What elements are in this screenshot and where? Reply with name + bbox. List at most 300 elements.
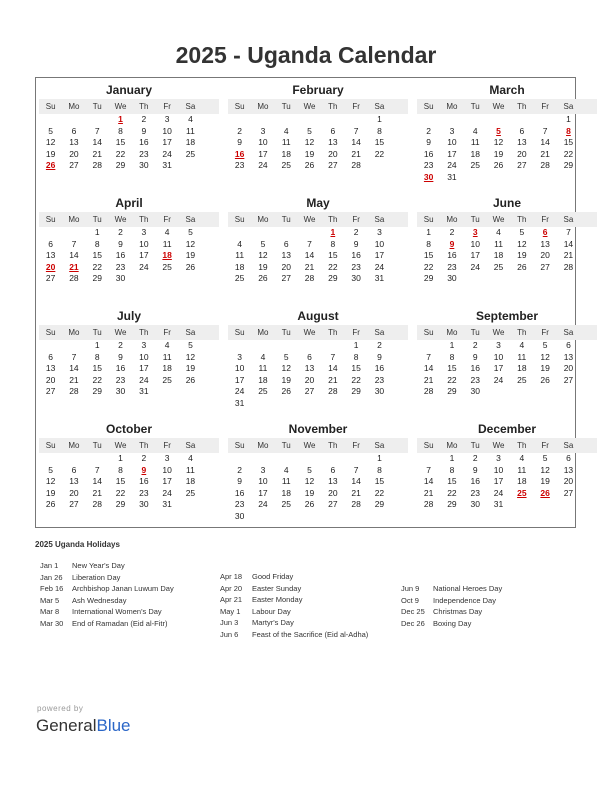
- holiday-day-cell: 1: [118, 114, 123, 124]
- month-name: March: [489, 83, 525, 97]
- day-cell: [557, 499, 580, 511]
- holiday-date: Jan 1: [40, 561, 59, 570]
- weekday-label: Mo: [257, 215, 269, 224]
- holiday-day-cell: 6: [542, 227, 548, 237]
- day-cell: [344, 511, 367, 523]
- day-cell: 24: [162, 487, 172, 498]
- day-cell: 15: [92, 363, 102, 374]
- holiday-item: [35, 595, 215, 607]
- week-row: [39, 465, 219, 477]
- week-row: [417, 227, 597, 239]
- week-row: [417, 250, 597, 262]
- day-cell: 20: [563, 476, 574, 487]
- holiday-day-cell: 20: [45, 261, 56, 272]
- day-cell: 9: [141, 125, 147, 136]
- day-cell: 19: [45, 487, 56, 498]
- generalblue-logo[interactable]: [36, 716, 131, 736]
- day-cell: 2: [237, 125, 243, 136]
- holiday-item: [35, 583, 215, 595]
- week-row: [417, 160, 597, 172]
- weekday-label: Fr: [352, 102, 360, 111]
- holiday-date: Jun 6: [220, 629, 239, 639]
- day-cell: 4: [164, 227, 170, 237]
- week-row: [417, 126, 597, 138]
- day-cell: 12: [281, 363, 291, 374]
- day-cell: 28: [540, 160, 550, 171]
- holiday-item: [396, 583, 576, 595]
- holiday-date: Feb 16: [40, 584, 64, 594]
- day-cell: 10: [139, 238, 149, 249]
- powered-by-text: powered by: [37, 704, 84, 713]
- day-cell: 3: [377, 227, 382, 237]
- day-cell: 5: [542, 453, 548, 463]
- day-cell: 23: [351, 261, 361, 272]
- day-cell: 13: [517, 137, 527, 148]
- day-cell: 27: [563, 374, 574, 385]
- day-cell: [275, 114, 298, 126]
- day-cell: 31: [447, 171, 457, 182]
- day-cell: 6: [330, 464, 336, 475]
- day-cell: 22: [374, 148, 385, 159]
- holiday-date: Apr 18: [220, 572, 243, 581]
- day-cell: 19: [258, 261, 268, 272]
- day-cell: 5: [188, 340, 193, 350]
- week-row: [228, 239, 408, 251]
- day-cell: 16: [470, 363, 480, 374]
- weekday-header: [417, 325, 597, 340]
- day-cell: 25: [258, 386, 268, 397]
- day-cell: 12: [540, 464, 550, 475]
- day-cell: 25: [281, 160, 291, 171]
- day-cell: 17: [234, 374, 245, 385]
- weekday-label: Fr: [163, 441, 171, 450]
- day-cell: [179, 499, 202, 511]
- day-cell: 31: [234, 397, 245, 408]
- day-cell: 26: [185, 261, 196, 272]
- day-cell: 7: [426, 351, 432, 362]
- day-cell: 11: [235, 250, 245, 261]
- holiday-day-cell: 18: [162, 250, 172, 261]
- day-cell: 11: [162, 351, 172, 362]
- holiday-name: Ash Wednesday: [72, 595, 127, 605]
- day-cell: 1: [94, 340, 100, 350]
- month-june: [417, 197, 597, 285]
- day-cell: 19: [185, 250, 196, 261]
- holiday-item: [215, 594, 395, 606]
- week-row: [228, 511, 408, 523]
- day-cell: 26: [493, 160, 504, 171]
- day-cell: 13: [540, 238, 550, 249]
- day-cell: 16: [139, 476, 149, 487]
- weekday-label: Tu: [470, 215, 480, 224]
- day-cell: 24: [493, 487, 504, 498]
- day-cell: 4: [260, 351, 266, 362]
- weekday-label: Fr: [163, 215, 171, 224]
- holiday-name: Martyr's Day: [252, 618, 294, 628]
- day-cell: 19: [45, 148, 56, 159]
- day-cell: 3: [496, 453, 501, 463]
- day-cell: [417, 453, 440, 465]
- holiday-item: [35, 572, 215, 584]
- day-cell: 21: [92, 148, 102, 159]
- holiday-name: Boxing Day: [433, 618, 472, 628]
- weekday-header: [39, 438, 219, 453]
- weekday-label: We: [492, 441, 505, 450]
- day-cell: [510, 172, 533, 184]
- day-cell: 25: [162, 261, 172, 272]
- week-row: [228, 137, 408, 149]
- day-cell: 12: [540, 351, 550, 362]
- day-cell: 3: [237, 351, 243, 362]
- day-cell: 3: [141, 340, 147, 350]
- day-cell: 28: [92, 160, 102, 171]
- weekday-header: [39, 99, 219, 114]
- day-cell: 25: [517, 374, 527, 385]
- holiday-day-cell: 3: [472, 227, 478, 237]
- day-cell: 19: [540, 363, 550, 374]
- weekday-label: Mo: [446, 441, 458, 450]
- day-cell: 14: [304, 250, 315, 261]
- day-cell: 1: [426, 227, 432, 237]
- day-cell: 20: [69, 148, 79, 159]
- week-row: [39, 363, 219, 375]
- day-cell: 2: [118, 227, 123, 237]
- day-cell: [39, 227, 62, 239]
- weekday-label: We: [303, 102, 316, 111]
- day-cell: [321, 114, 344, 126]
- weekday-label: We: [303, 328, 316, 337]
- day-cell: 21: [351, 148, 361, 159]
- day-cell: 24: [447, 160, 457, 171]
- day-cell: 29: [447, 386, 457, 397]
- day-cell: [321, 453, 344, 465]
- month-december: [417, 423, 597, 511]
- day-cell: [510, 114, 533, 126]
- day-cell: 6: [566, 453, 571, 463]
- holiday-column: [396, 583, 576, 629]
- day-cell: 28: [563, 261, 574, 272]
- day-cell: 10: [234, 363, 245, 374]
- weekday-header: [228, 438, 408, 453]
- day-cell: 17: [447, 148, 457, 159]
- holiday-name: Good Friday: [252, 572, 294, 581]
- day-cell: 17: [139, 363, 149, 374]
- weekday-header: [228, 99, 408, 114]
- weekday-label: Tu: [92, 102, 102, 111]
- week-row: [417, 386, 597, 398]
- day-cell: 30: [470, 386, 480, 397]
- day-cell: 14: [69, 363, 79, 374]
- week-row: [39, 227, 219, 239]
- week-row: [39, 239, 219, 251]
- day-cell: 5: [307, 125, 312, 136]
- weekday-label: Mo: [257, 328, 269, 337]
- week-row: [417, 273, 597, 285]
- weekday-label: Tu: [281, 102, 291, 111]
- day-cell: 17: [470, 250, 480, 261]
- day-cell: 3: [496, 340, 501, 350]
- day-cell: 14: [423, 476, 434, 487]
- day-cell: 4: [519, 340, 525, 350]
- day-cell: 15: [92, 250, 102, 261]
- day-cell: 12: [45, 137, 56, 148]
- day-cell: 10: [162, 464, 172, 475]
- day-cell: 1: [118, 453, 123, 463]
- day-cell: 29: [563, 160, 574, 171]
- day-cell: 28: [69, 273, 79, 284]
- day-cell: [298, 453, 321, 465]
- week-row: [228, 488, 408, 500]
- day-cell: [228, 227, 251, 239]
- day-cell: 22: [328, 261, 338, 272]
- day-cell: 20: [69, 487, 79, 498]
- day-cell: 1: [449, 340, 455, 350]
- weekday-label: Mo: [257, 102, 269, 111]
- weekday-header: [417, 212, 597, 227]
- day-cell: 25: [162, 374, 172, 385]
- day-cell: 18: [162, 363, 172, 374]
- holiday-item: [396, 595, 576, 607]
- week-row: [39, 273, 219, 285]
- day-cell: 21: [304, 261, 315, 272]
- holiday-day-cell: 21: [69, 261, 79, 272]
- day-cell: 4: [164, 340, 170, 350]
- day-cell: 18: [281, 148, 291, 159]
- day-cell: 28: [328, 386, 338, 397]
- day-cell: 16: [447, 250, 457, 261]
- day-cell: 22: [447, 487, 457, 498]
- day-cell: [251, 340, 274, 352]
- day-cell: 8: [449, 351, 455, 362]
- day-cell: [86, 453, 109, 465]
- day-cell: [275, 340, 298, 352]
- holiday-date: Mar 30: [40, 618, 64, 628]
- day-cell: 27: [540, 261, 550, 272]
- month-name: June: [492, 196, 521, 210]
- day-cell: 15: [447, 476, 457, 487]
- day-cell: 6: [307, 351, 312, 362]
- day-cell: [179, 386, 202, 398]
- week-row: [417, 363, 597, 375]
- day-cell: 25: [185, 148, 196, 159]
- holiday-day-cell: 1: [330, 227, 336, 237]
- week-row: [39, 160, 219, 172]
- day-cell: 27: [45, 273, 56, 284]
- day-cell: 7: [353, 125, 359, 136]
- week-row: [417, 375, 597, 387]
- holiday-date: Jun 3: [220, 618, 239, 628]
- week-row: [417, 114, 597, 126]
- week-row: [228, 453, 408, 465]
- holiday-day-cell: 30: [423, 171, 434, 182]
- weekday-label: Tu: [92, 215, 102, 224]
- week-row: [417, 488, 597, 500]
- day-cell: [39, 453, 62, 465]
- weekday-label: We: [114, 441, 127, 450]
- week-row: [39, 499, 219, 511]
- day-cell: [251, 227, 274, 239]
- day-cell: [368, 398, 391, 410]
- day-cell: 14: [351, 476, 361, 487]
- day-cell: 3: [449, 125, 455, 136]
- day-cell: 6: [71, 125, 77, 136]
- weekday-label: Su: [45, 441, 56, 450]
- weekday-label: Tu: [92, 328, 102, 337]
- weekday-label: Fr: [352, 441, 360, 450]
- day-cell: 19: [540, 476, 550, 487]
- day-cell: 17: [162, 137, 172, 148]
- week-row: [228, 149, 408, 161]
- day-cell: 29: [115, 499, 126, 510]
- day-cell: [86, 114, 109, 126]
- day-cell: [275, 398, 298, 410]
- weekday-label: Fr: [352, 328, 360, 337]
- weekday-label: Fr: [352, 215, 360, 224]
- day-cell: 29: [351, 386, 361, 397]
- month-name: July: [116, 309, 141, 323]
- day-cell: 2: [141, 114, 147, 124]
- week-row: [228, 273, 408, 285]
- day-cell: 7: [94, 125, 100, 136]
- week-row: [228, 262, 408, 274]
- weekday-label: Su: [423, 102, 434, 111]
- week-row: [228, 386, 408, 398]
- holiday-date: Jan 26: [40, 572, 63, 582]
- day-cell: 12: [304, 137, 315, 148]
- week-row: [417, 172, 597, 184]
- holiday-item: [396, 606, 576, 618]
- day-cell: 7: [71, 238, 77, 249]
- week-row: [39, 149, 219, 161]
- day-cell: 26: [304, 499, 315, 510]
- day-cell: 28: [92, 499, 102, 510]
- day-cell: [251, 398, 274, 410]
- week-row: [39, 488, 219, 500]
- day-cell: 12: [258, 250, 268, 261]
- weekday-label: We: [114, 102, 127, 111]
- day-cell: 10: [447, 137, 457, 148]
- day-cell: 8: [94, 351, 100, 362]
- weekday-label: Tu: [470, 102, 480, 111]
- day-cell: 4: [188, 453, 193, 463]
- day-cell: [417, 340, 440, 352]
- day-cell: [155, 386, 178, 398]
- day-cell: 23: [447, 261, 457, 272]
- day-cell: [298, 227, 321, 239]
- day-cell: 2: [118, 340, 123, 350]
- day-cell: 10: [493, 464, 504, 475]
- day-cell: 22: [447, 374, 457, 385]
- month-august: [228, 310, 408, 410]
- day-cell: 11: [281, 137, 291, 148]
- day-cell: 26: [45, 499, 56, 510]
- day-cell: 20: [328, 487, 338, 498]
- day-cell: 10: [139, 351, 149, 362]
- day-cell: 25: [234, 273, 245, 284]
- weekday-label: Mo: [68, 215, 80, 224]
- day-cell: 27: [69, 499, 79, 510]
- week-row: [228, 114, 408, 126]
- month-september: [417, 310, 597, 398]
- weekday-label: Th: [328, 328, 338, 337]
- day-cell: 7: [307, 238, 312, 249]
- day-cell: 16: [374, 363, 385, 374]
- day-cell: 3: [260, 125, 266, 136]
- day-cell: 14: [92, 476, 102, 487]
- weekday-header: [39, 212, 219, 227]
- holiday-item: [35, 560, 215, 572]
- day-cell: 7: [71, 351, 77, 362]
- day-cell: 24: [470, 261, 480, 272]
- day-cell: 13: [45, 250, 56, 261]
- day-cell: 7: [353, 464, 359, 475]
- day-cell: 11: [162, 238, 172, 249]
- weekday-label: Sa: [374, 328, 385, 337]
- day-cell: 27: [328, 160, 338, 171]
- day-cell: 18: [185, 476, 196, 487]
- day-cell: 20: [45, 374, 56, 385]
- day-cell: [510, 273, 533, 285]
- day-cell: 31: [162, 160, 172, 171]
- day-cell: 1: [566, 114, 571, 124]
- day-cell: 10: [162, 125, 172, 136]
- day-cell: [275, 227, 298, 239]
- day-cell: 9: [472, 351, 478, 362]
- day-cell: 21: [563, 250, 574, 261]
- holiday-date: Mar 8: [40, 607, 60, 617]
- day-cell: 2: [426, 125, 432, 136]
- holiday-item: [396, 618, 576, 630]
- weekday-header: [228, 325, 408, 340]
- weekday-label: Su: [45, 102, 56, 111]
- weekday-label: Th: [517, 328, 527, 337]
- day-cell: 16: [139, 137, 149, 148]
- week-row: [228, 227, 408, 239]
- day-cell: 27: [304, 386, 315, 397]
- day-cell: 1: [94, 227, 100, 237]
- weekday-label: We: [303, 215, 316, 224]
- week-row: [417, 149, 597, 161]
- day-cell: 4: [188, 114, 193, 124]
- day-cell: [132, 273, 155, 285]
- holiday-name: Independence Day: [433, 595, 496, 605]
- weekday-label: Mo: [68, 441, 80, 450]
- holiday-name: Feast of the Sacrifice (Eid al-Adha): [252, 629, 369, 639]
- day-cell: 10: [258, 137, 268, 148]
- day-cell: 9: [377, 351, 382, 362]
- day-cell: [155, 273, 178, 285]
- day-cell: 28: [351, 160, 361, 171]
- day-cell: 7: [426, 464, 432, 475]
- holiday-day-cell: 16: [234, 148, 245, 159]
- holiday-day-cell: 25: [517, 487, 527, 498]
- weekday-label: Th: [328, 215, 338, 224]
- day-cell: [557, 273, 580, 285]
- weekday-label: Su: [423, 441, 434, 450]
- day-cell: 14: [69, 250, 79, 261]
- weekday-label: Sa: [185, 328, 196, 337]
- day-cell: 23: [234, 499, 245, 510]
- day-cell: 1: [353, 340, 359, 350]
- weekday-label: Fr: [541, 441, 549, 450]
- day-cell: 15: [115, 476, 126, 487]
- day-cell: 24: [139, 374, 149, 385]
- day-cell: [533, 386, 556, 398]
- day-cell: 22: [423, 261, 434, 272]
- day-cell: [39, 114, 62, 126]
- day-cell: 23: [374, 374, 385, 385]
- week-row: [228, 352, 408, 364]
